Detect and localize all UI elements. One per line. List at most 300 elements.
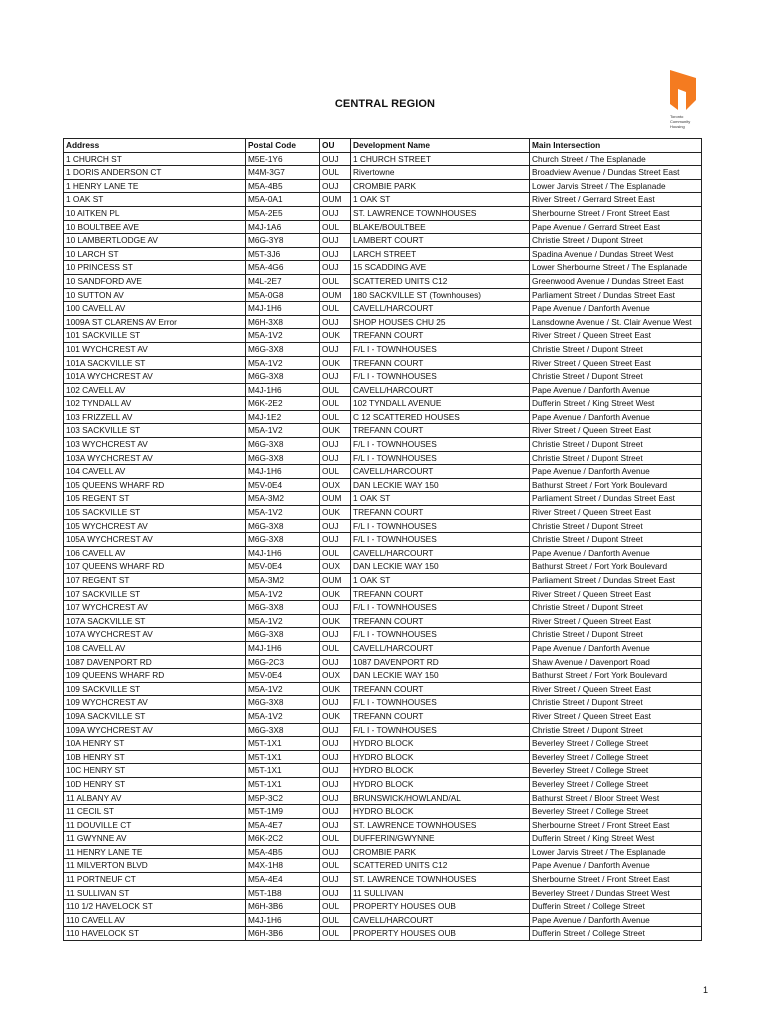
ou-cell: OUK: [320, 424, 351, 438]
address-cell: 103 SACKVILLE ST: [64, 424, 246, 438]
address-cell: 101 WYCHCREST AV: [64, 342, 246, 356]
address-cell: 109A WYCHCREST AV: [64, 723, 246, 737]
postal-code-cell: M5A-4E7: [246, 818, 320, 832]
column-header-address: Address: [64, 139, 246, 153]
table-row: [64, 451, 702, 465]
development-name-cell: TREFANN COURT: [351, 356, 530, 370]
postal-code-cell: M5A-2E5: [246, 206, 320, 220]
address-cell: 110 CAVELL AV: [64, 913, 246, 927]
ou-cell: OUM: [320, 193, 351, 207]
ou-cell: OUL: [320, 900, 351, 914]
main-intersection-cell: Bathurst Street / Fort York Boulevard: [530, 669, 702, 683]
main-intersection-cell: Broadview Avenue / Dundas Street East: [530, 166, 702, 180]
ou-cell: OUL: [320, 927, 351, 941]
postal-code-cell: M5A-0G8: [246, 288, 320, 302]
address-cell: 10D HENRY ST: [64, 777, 246, 791]
postal-code-cell: M5A-1V2: [246, 587, 320, 601]
address-cell: 11 GWYNNE AV: [64, 832, 246, 846]
development-name-cell: F/L I - TOWNHOUSES: [351, 628, 530, 642]
main-intersection-cell: Christie Street / Dupont Street: [530, 234, 702, 248]
table-row: [64, 614, 702, 628]
development-name-cell: F/L I - TOWNHOUSES: [351, 533, 530, 547]
development-name-cell: F/L I - TOWNHOUSES: [351, 696, 530, 710]
development-name-cell: TREFANN COURT: [351, 614, 530, 628]
ou-cell: OUK: [320, 709, 351, 723]
main-intersection-cell: Bathurst Street / Fort York Boulevard: [530, 560, 702, 574]
table-row: [64, 478, 702, 492]
development-name-cell: HYDRO BLOCK: [351, 777, 530, 791]
main-intersection-cell: Christie Street / Dupont Street: [530, 519, 702, 533]
table-row: [64, 628, 702, 642]
main-intersection-cell: Bathurst Street / Bloor Street West: [530, 791, 702, 805]
table-row: [64, 438, 702, 452]
ou-cell: OUL: [320, 546, 351, 560]
postal-code-cell: M6G-3X8: [246, 696, 320, 710]
table-row: [64, 723, 702, 737]
postal-code-cell: M5V-0E4: [246, 478, 320, 492]
postal-code-cell: M5A-3M2: [246, 492, 320, 506]
development-name-cell: 1087 DAVENPORT RD: [351, 655, 530, 669]
table-row: [64, 805, 702, 819]
postal-code-cell: M6H-3X8: [246, 315, 320, 329]
postal-code-cell: M4J-1H6: [246, 546, 320, 560]
postal-code-cell: M5P-3C2: [246, 791, 320, 805]
development-name-cell: CAVELL/HARCOURT: [351, 913, 530, 927]
postal-code-cell: M5A-3M2: [246, 574, 320, 588]
development-name-cell: LAMBERT COURT: [351, 234, 530, 248]
table-row: [64, 900, 702, 914]
address-cell: 110 HAVELOCK ST: [64, 927, 246, 941]
address-cell: 101 SACKVILLE ST: [64, 329, 246, 343]
postal-code-cell: M5A-4B5: [246, 179, 320, 193]
main-intersection-cell: Parliament Street / Dundas Street East: [530, 492, 702, 506]
address-cell: 11 SULLIVAN ST: [64, 886, 246, 900]
address-cell: 105 REGENT ST: [64, 492, 246, 506]
ou-cell: OUJ: [320, 247, 351, 261]
table-row: [64, 655, 702, 669]
table-row: [64, 179, 702, 193]
main-intersection-cell: River Street / Queen Street East: [530, 424, 702, 438]
main-intersection-cell: Dufferin Street / College Street: [530, 900, 702, 914]
table-row: [64, 424, 702, 438]
address-cell: 1009A ST CLARENS AV Error: [64, 315, 246, 329]
postal-code-cell: M6G-3X8: [246, 438, 320, 452]
postal-code-cell: M5V-0E4: [246, 669, 320, 683]
main-intersection-cell: Lower Sherbourne Street / The Esplanade: [530, 261, 702, 275]
main-intersection-cell: Beverley Street / College Street: [530, 750, 702, 764]
ou-cell: OUL: [320, 465, 351, 479]
address-cell: 110 1/2 HAVELOCK ST: [64, 900, 246, 914]
postal-code-cell: M5T-1X1: [246, 777, 320, 791]
ou-cell: OUL: [320, 397, 351, 411]
main-intersection-cell: Christie Street / Dupont Street: [530, 696, 702, 710]
ou-cell: OUJ: [320, 791, 351, 805]
table-row: [64, 506, 702, 520]
table-row: [64, 383, 702, 397]
table-row: [64, 845, 702, 859]
development-name-cell: ST. LAWRENCE TOWNHOUSES: [351, 818, 530, 832]
page-title: CENTRAL REGION: [334, 98, 436, 110]
table-row: [64, 370, 702, 384]
development-name-cell: 1 OAK ST: [351, 492, 530, 506]
postal-code-cell: M4J-1H6: [246, 465, 320, 479]
postal-code-cell: M6H-3B6: [246, 900, 320, 914]
development-name-cell: TREFANN COURT: [351, 709, 530, 723]
table-row: [64, 193, 702, 207]
main-intersection-cell: Parliament Street / Dundas Street East: [530, 574, 702, 588]
postal-code-cell: M4J-1H6: [246, 383, 320, 397]
address-cell: 10 PRINCESS ST: [64, 261, 246, 275]
postal-code-cell: M5A-1V2: [246, 506, 320, 520]
ou-cell: OUK: [320, 682, 351, 696]
address-cell: 101A WYCHCREST AV: [64, 370, 246, 384]
development-name-cell: TREFANN COURT: [351, 506, 530, 520]
development-name-cell: DUFFERIN/GWYNNE: [351, 832, 530, 846]
table-row: [64, 302, 702, 316]
ou-cell: OUJ: [320, 370, 351, 384]
address-cell: 10C HENRY ST: [64, 764, 246, 778]
page-number: 1: [703, 985, 709, 995]
main-intersection-cell: Christie Street / Dupont Street: [530, 342, 702, 356]
main-intersection-cell: Pape Avenue / Danforth Avenue: [530, 641, 702, 655]
table-body: [64, 152, 702, 940]
table-row: [64, 288, 702, 302]
ou-cell: OUM: [320, 288, 351, 302]
development-name-cell: CROMBIE PARK: [351, 179, 530, 193]
development-name-cell: SCATTERED UNITS C12: [351, 274, 530, 288]
table-row: [64, 859, 702, 873]
table-row: [64, 274, 702, 288]
table-row: [64, 519, 702, 533]
development-name-cell: CROMBIE PARK: [351, 845, 530, 859]
table-row: [64, 709, 702, 723]
postal-code-cell: M6G-3X8: [246, 601, 320, 615]
main-intersection-cell: Pape Avenue / Danforth Avenue: [530, 302, 702, 316]
development-name-cell: PROPERTY HOUSES OUB: [351, 900, 530, 914]
address-cell: 1 CHURCH ST: [64, 152, 246, 166]
ou-cell: OUJ: [320, 655, 351, 669]
address-cell: 1087 DAVENPORT RD: [64, 655, 246, 669]
address-cell: 10 SANDFORD AVE: [64, 274, 246, 288]
table-row: [64, 410, 702, 424]
table-row: [64, 261, 702, 275]
address-cell: 109A SACKVILLE ST: [64, 709, 246, 723]
address-cell: 10B HENRY ST: [64, 750, 246, 764]
logo-wordmark: [670, 114, 704, 129]
development-name-cell: CAVELL/HARCOURT: [351, 383, 530, 397]
ou-cell: OUJ: [320, 696, 351, 710]
development-name-cell: 1 OAK ST: [351, 574, 530, 588]
ou-cell: OUJ: [320, 777, 351, 791]
ou-cell: OUK: [320, 506, 351, 520]
ou-cell: OUK: [320, 356, 351, 370]
development-name-cell: F/L I - TOWNHOUSES: [351, 519, 530, 533]
development-name-cell: DAN LECKIE WAY 150: [351, 478, 530, 492]
table-row: [64, 220, 702, 234]
development-name-cell: F/L I - TOWNHOUSES: [351, 342, 530, 356]
main-intersection-cell: Church Street / The Esplanade: [530, 152, 702, 166]
postal-code-cell: M5A-4E4: [246, 873, 320, 887]
postal-code-cell: M5A-4B5: [246, 845, 320, 859]
address-cell: 105 WYCHCREST AV: [64, 519, 246, 533]
table-row: [64, 886, 702, 900]
postal-code-cell: M5T-1X1: [246, 750, 320, 764]
ou-cell: OUM: [320, 574, 351, 588]
main-intersection-cell: Dufferin Street / King Street West: [530, 397, 702, 411]
table-row: [64, 737, 702, 751]
main-intersection-cell: Beverley Street / College Street: [530, 777, 702, 791]
address-cell: 10 BOULTBEE AVE: [64, 220, 246, 234]
table-row: [64, 601, 702, 615]
development-name-cell: CAVELL/HARCOURT: [351, 465, 530, 479]
table-row: [64, 315, 702, 329]
postal-code-cell: M5A-1V2: [246, 356, 320, 370]
development-name-cell: HYDRO BLOCK: [351, 764, 530, 778]
table-row: [64, 791, 702, 805]
main-intersection-cell: Parliament Street / Dundas Street East: [530, 288, 702, 302]
postal-code-cell: M4J-1E2: [246, 410, 320, 424]
table-row: [64, 682, 702, 696]
ou-cell: OUL: [320, 274, 351, 288]
address-cell: 109 WYCHCREST AV: [64, 696, 246, 710]
ou-cell: OUJ: [320, 737, 351, 751]
development-name-cell: 11 SULLIVAN: [351, 886, 530, 900]
address-cell: 10 AITKEN PL: [64, 206, 246, 220]
postal-code-cell: M6G-3Y8: [246, 234, 320, 248]
ou-cell: OUJ: [320, 723, 351, 737]
ou-cell: OUJ: [320, 519, 351, 533]
development-name-cell: LARCH STREET: [351, 247, 530, 261]
ou-cell: OUJ: [320, 628, 351, 642]
development-name-cell: 1 OAK ST: [351, 193, 530, 207]
main-intersection-cell: Bathurst Street / Fort York Boulevard: [530, 478, 702, 492]
development-name-cell: F/L I - TOWNHOUSES: [351, 451, 530, 465]
main-intersection-cell: Christie Street / Dupont Street: [530, 601, 702, 615]
ou-cell: OUJ: [320, 451, 351, 465]
table-row: [64, 641, 702, 655]
table-row: [64, 166, 702, 180]
postal-code-cell: M6K-2E2: [246, 397, 320, 411]
development-name-cell: F/L I - TOWNHOUSES: [351, 601, 530, 615]
development-name-cell: HYDRO BLOCK: [351, 805, 530, 819]
address-cell: 102 TYNDALL AV: [64, 397, 246, 411]
logo-text-line: Housing: [670, 124, 685, 129]
address-cell: 11 PORTNEUF CT: [64, 873, 246, 887]
main-intersection-cell: Pape Avenue / Danforth Avenue: [530, 859, 702, 873]
development-name-cell: 180 SACKVILLE ST (Townhouses): [351, 288, 530, 302]
ou-cell: OUJ: [320, 750, 351, 764]
development-name-cell: CAVELL/HARCOURT: [351, 641, 530, 655]
address-cell: 11 CECIL ST: [64, 805, 246, 819]
postal-code-cell: M5T-3J6: [246, 247, 320, 261]
address-cell: 103 FRIZZELL AV: [64, 410, 246, 424]
postal-code-cell: M5A-0A1: [246, 193, 320, 207]
table-row: [64, 696, 702, 710]
ou-cell: OUJ: [320, 152, 351, 166]
postal-code-cell: M5T-1X1: [246, 737, 320, 751]
address-cell: 105 QUEENS WHARF RD: [64, 478, 246, 492]
table-row: [64, 818, 702, 832]
address-cell: 103 WYCHCREST AV: [64, 438, 246, 452]
postal-code-cell: M4J-1A6: [246, 220, 320, 234]
address-cell: 107 REGENT ST: [64, 574, 246, 588]
table-row: [64, 750, 702, 764]
address-cell: 107A WYCHCREST AV: [64, 628, 246, 642]
main-intersection-cell: Lansdowne Avenue / St. Clair Avenue West: [530, 315, 702, 329]
development-name-cell: BLAKE/BOULTBEE: [351, 220, 530, 234]
address-cell: 10 SUTTON AV: [64, 288, 246, 302]
development-name-cell: PROPERTY HOUSES OUB: [351, 927, 530, 941]
ou-cell: OUJ: [320, 886, 351, 900]
postal-code-cell: M6K-2C2: [246, 832, 320, 846]
main-intersection-cell: River Street / Queen Street East: [530, 356, 702, 370]
postal-code-cell: M4J-1H6: [246, 641, 320, 655]
address-cell: 107 QUEENS WHARF RD: [64, 560, 246, 574]
ou-cell: OUJ: [320, 533, 351, 547]
ou-cell: OUJ: [320, 342, 351, 356]
main-intersection-cell: Beverley Street / College Street: [530, 805, 702, 819]
logo-text-line: Community: [670, 119, 691, 124]
main-intersection-cell: Christie Street / Dupont Street: [530, 438, 702, 452]
main-intersection-cell: River Street / Queen Street East: [530, 614, 702, 628]
postal-code-cell: M6G-3X8: [246, 519, 320, 533]
ou-cell: OUJ: [320, 601, 351, 615]
main-intersection-cell: Pape Avenue / Danforth Avenue: [530, 913, 702, 927]
column-header-development-name: Development Name: [351, 139, 530, 153]
development-name-cell: F/L I - TOWNHOUSES: [351, 438, 530, 452]
ou-cell: OUL: [320, 383, 351, 397]
main-intersection-cell: River Street / Queen Street East: [530, 506, 702, 520]
address-cell: 11 DOUVILLE CT: [64, 818, 246, 832]
address-cell: 109 SACKVILLE ST: [64, 682, 246, 696]
development-name-cell: ST. LAWRENCE TOWNHOUSES: [351, 206, 530, 220]
ou-cell: OUL: [320, 832, 351, 846]
table-row: [64, 152, 702, 166]
ou-cell: OUJ: [320, 179, 351, 193]
table-row: [64, 342, 702, 356]
table-row: [64, 329, 702, 343]
table-row: [64, 560, 702, 574]
table-row: [64, 913, 702, 927]
postal-code-cell: M6G-3X8: [246, 451, 320, 465]
address-cell: 10 LARCH ST: [64, 247, 246, 261]
main-intersection-cell: River Street / Queen Street East: [530, 709, 702, 723]
main-intersection-cell: Shaw Avenue / Davenport Road: [530, 655, 702, 669]
address-cell: 1 OAK ST: [64, 193, 246, 207]
main-intersection-cell: Lower Jarvis Street / The Esplanade: [530, 179, 702, 193]
main-intersection-cell: Pape Avenue / Danforth Avenue: [530, 465, 702, 479]
ou-cell: OUJ: [320, 764, 351, 778]
development-name-cell: TREFANN COURT: [351, 424, 530, 438]
address-cell: 11 ALBANY AV: [64, 791, 246, 805]
postal-code-cell: M5A-1V2: [246, 614, 320, 628]
ou-cell: OUL: [320, 410, 351, 424]
table-row: [64, 492, 702, 506]
logo-text-line: Toronto: [670, 114, 684, 119]
ou-cell: OUL: [320, 220, 351, 234]
ou-cell: OUL: [320, 859, 351, 873]
address-cell: 101A SACKVILLE ST: [64, 356, 246, 370]
address-cell: 1 HENRY LANE TE: [64, 179, 246, 193]
table-row: [64, 873, 702, 887]
ou-cell: OUJ: [320, 261, 351, 275]
address-cell: 102 CAVELL AV: [64, 383, 246, 397]
main-intersection-cell: Beverley Street / College Street: [530, 737, 702, 751]
table-row: [64, 764, 702, 778]
ou-cell: OUM: [320, 492, 351, 506]
main-intersection-cell: Christie Street / Dupont Street: [530, 628, 702, 642]
postal-code-cell: M6G-3X8: [246, 723, 320, 737]
development-name-cell: BRUNSWICK/HOWLAND/AL: [351, 791, 530, 805]
address-cell: 11 MILVERTON BLVD: [64, 859, 246, 873]
postal-code-cell: M4X-1H8: [246, 859, 320, 873]
development-name-cell: DAN LECKIE WAY 150: [351, 560, 530, 574]
address-cell: 10 LAMBERTLODGE AV: [64, 234, 246, 248]
postal-code-cell: M6G-3X8: [246, 628, 320, 642]
table-row: [64, 247, 702, 261]
development-name-cell: TREFANN COURT: [351, 329, 530, 343]
table-row: [64, 533, 702, 547]
address-cell: 108 CAVELL AV: [64, 641, 246, 655]
development-name-cell: CAVELL/HARCOURT: [351, 302, 530, 316]
main-intersection-cell: Christie Street / Dupont Street: [530, 451, 702, 465]
postal-code-cell: M4L-2E7: [246, 274, 320, 288]
ou-cell: OUL: [320, 641, 351, 655]
address-cell: 107 SACKVILLE ST: [64, 587, 246, 601]
ou-cell: OUL: [320, 166, 351, 180]
ou-cell: OUJ: [320, 845, 351, 859]
table-row: [64, 234, 702, 248]
column-header-postal-code: Postal Code: [246, 139, 320, 153]
main-intersection-cell: Christie Street / Dupont Street: [530, 533, 702, 547]
main-intersection-cell: Beverley Street / College Street: [530, 764, 702, 778]
address-table: [63, 138, 702, 941]
address-cell: 100 CAVELL AV: [64, 302, 246, 316]
main-intersection-cell: Sherbourne Street / Front Street East: [530, 873, 702, 887]
main-intersection-cell: Sherbourne Street / Front Street East: [530, 206, 702, 220]
development-name-cell: ST. LAWRENCE TOWNHOUSES: [351, 873, 530, 887]
table-row: [64, 465, 702, 479]
address-cell: 105 SACKVILLE ST: [64, 506, 246, 520]
development-name-cell: TREFANN COURT: [351, 587, 530, 601]
postal-code-cell: M6G-2C3: [246, 655, 320, 669]
development-name-cell: TREFANN COURT: [351, 682, 530, 696]
address-cell: 10A HENRY ST: [64, 737, 246, 751]
development-name-cell: SCATTERED UNITS C12: [351, 859, 530, 873]
main-intersection-cell: Lower Jarvis Street / The Esplanade: [530, 845, 702, 859]
postal-code-cell: M5V-0E4: [246, 560, 320, 574]
table-row: [64, 669, 702, 683]
table-row: [64, 356, 702, 370]
ou-cell: OUX: [320, 478, 351, 492]
table-row: [64, 206, 702, 220]
postal-code-cell: M5A-1V2: [246, 329, 320, 343]
main-intersection-cell: Christie Street / Dupont Street: [530, 723, 702, 737]
postal-code-cell: M5T-1B8: [246, 886, 320, 900]
table-row: [64, 587, 702, 601]
address-cell: 11 HENRY LANE TE: [64, 845, 246, 859]
main-intersection-cell: Pape Avenue / Danforth Avenue: [530, 546, 702, 560]
address-cell: 109 QUEENS WHARF RD: [64, 669, 246, 683]
development-name-cell: 15 SCADDING AVE: [351, 261, 530, 275]
postal-code-cell: M6H-3B6: [246, 927, 320, 941]
main-intersection-cell: River Street / Queen Street East: [530, 682, 702, 696]
main-intersection-cell: Christie Street / Dupont Street: [530, 370, 702, 384]
address-cell: 106 CAVELL AV: [64, 546, 246, 560]
ou-cell: OUL: [320, 913, 351, 927]
postal-code-cell: M4M-3G7: [246, 166, 320, 180]
development-name-cell: C 12 SCATTERED HOUSES: [351, 410, 530, 424]
